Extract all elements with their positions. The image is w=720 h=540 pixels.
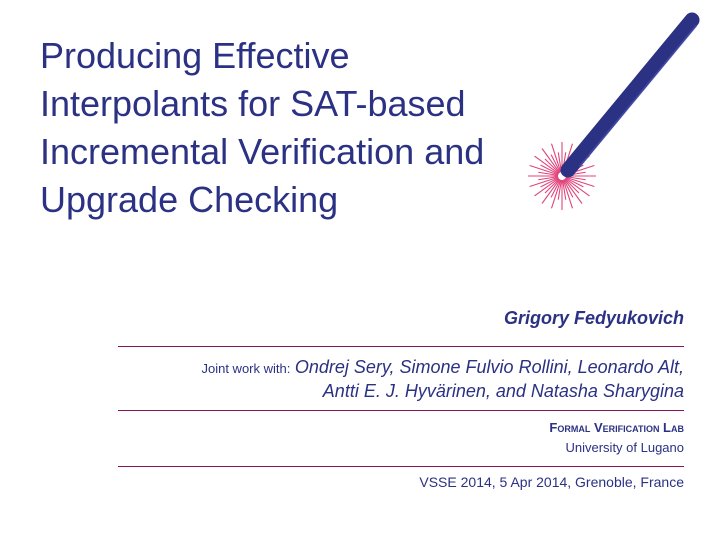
slide-title — [40, 32, 560, 224]
university-name: University of Lugano — [565, 440, 684, 455]
title-line-2: Interpolants for SAT-based — [40, 83, 466, 124]
divider-line — [118, 466, 684, 467]
presenter-name: Grigory Fedyukovich — [503, 308, 684, 328]
wand-highlight-icon — [580, 26, 696, 166]
coauthors-names-1: Ondrej Sery, Simone Fulvio Rollini, Leonardo Alt, — [294, 357, 684, 377]
coauthors-line-1 — [78, 356, 684, 380]
wand-stick-icon — [568, 20, 692, 170]
event-info: VSSE 2014, 5 Apr 2014, Grenoble, France — [419, 474, 684, 490]
title-line-3: Incremental Verification and — [40, 131, 485, 172]
wand-with-starburst-icon — [500, 0, 720, 230]
title-line-1: Producing Effective — [40, 35, 350, 76]
coauthors-prefix: Joint work with: — [201, 361, 291, 376]
title-line-4: Upgrade Checking — [40, 179, 339, 220]
coauthors-block — [78, 356, 684, 402]
divider-line — [118, 410, 684, 411]
divider-line — [118, 346, 684, 347]
lab-name: Formal Verification Lab — [549, 420, 684, 435]
coauthors-names-2: Antti E. J. Hyvärinen, and Natasha Sharygina — [322, 381, 684, 401]
